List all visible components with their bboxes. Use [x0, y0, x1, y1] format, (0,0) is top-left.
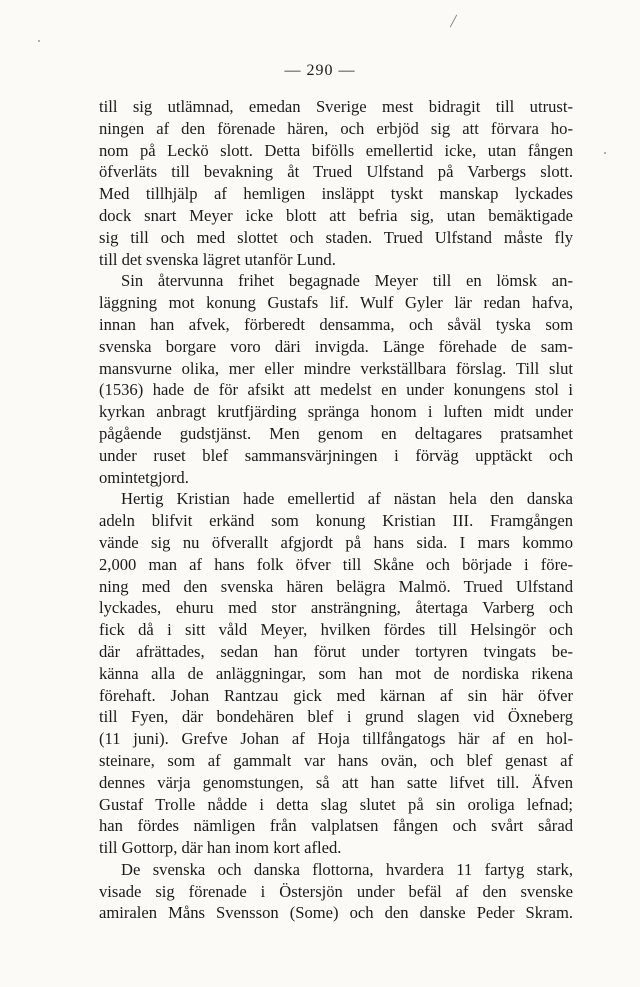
text-line: mansvurne olika, mer eller mindre verkställbara förslag. Till slut: [99, 358, 573, 378]
text-line: sig till och med slottet och staden. Trued Ulfstand måste fly: [99, 227, 573, 247]
text-line: De svenska och danska flottorna, hvardera 11 fartyg stark,: [121, 859, 573, 879]
body-text: [99, 96, 573, 924]
text-line: pågående gudstjänst. Men genom en deltagares pratsamhet: [99, 423, 573, 443]
text-line: lyckades, ehuru med stor ansträngning, återtaga Varberg och: [99, 598, 573, 618]
text-line: till det svenska lägret utanför Lund.: [99, 249, 336, 269]
text-line: dock snart Meyer icke blott att befria sig, utan bemäktigade: [99, 205, 573, 225]
text-line: adeln blifvit erkänd som konung Kristian III. Framgången: [99, 511, 573, 531]
text-line: Med tillhjälp af hemligen insläppt tyskt manskap lyckades: [99, 184, 573, 204]
text-line: vände sig nu öfverallt afgjordt på hans sida. I mars kommo: [99, 532, 573, 552]
text-line: svenska borgare voro däri invigda. Länge förehade de sam-: [99, 336, 573, 356]
text-line: omintetgjord.: [99, 467, 189, 487]
page-number: — 290 —: [284, 62, 356, 79]
text-line: förehaft. Johan Rantzau gick med kärnan af sin här öfver: [99, 685, 573, 705]
text-line: där afrättades, sedan han förut under tortyren tvingats be-: [99, 641, 573, 661]
text-line: Sin återvunna frihet begagnade Meyer till en lömsk an-: [121, 271, 573, 291]
text-line: han fördes nämligen från valplatsen fången och svårt sårad: [99, 816, 573, 836]
text-line: Hertig Kristian hade emellertid af nästan hela den danska: [121, 489, 573, 509]
text-line: känna alla de anläggningar, som han mot de nordiska rikena: [99, 663, 573, 683]
text-line: steinare, som af gammalt var hans ovän, och blef genast af: [99, 750, 573, 770]
text-line: läggning mot konung Gustafs lif. Wulf Gyler lär redan hafva,: [99, 293, 573, 313]
text-line: ningen af den förenade hären, och erbjöd sig att förvara ho-: [99, 118, 573, 138]
stray-pen-mark: [450, 15, 457, 28]
text-line: (11 juni). Grefve Johan af Hoja tillfångatogs här af en hol-: [99, 729, 573, 749]
text-line: 2,000 man af hans folk öfver till Skåne och började i före-: [99, 554, 573, 574]
text-line: nom på Leckö slott. Detta bifölls emellertid icke, utan fången: [99, 140, 573, 160]
text-line: amiralen Måns Svensson (Some) och den danske Peder Skram.: [99, 903, 573, 923]
text-line: innan han afvek, förberedt densamma, och såväl tyska som: [99, 314, 573, 334]
text-line: till Gottorp, där han inom kort afled.: [99, 838, 342, 858]
text-line: till Fyen, där bondehären blef i grund slagen vid Öxneberg: [99, 707, 573, 727]
text-line: ning med den svenska hären belägra Malmö. Trued Ulfstand: [99, 576, 573, 596]
text-line: öfverläts till bevakning åt Trued Ulfstand på Varbergs slott.: [99, 162, 573, 182]
text-line: under ruset blef sammansvärjningen i förväg upptäckt och: [99, 445, 573, 465]
text-line: fick då i sitt våld Meyer, hvilken fördes till Helsingör och: [99, 620, 573, 640]
text-line: Gustaf Trolle nådde i detta slag slutet på sin oroliga lefnad;: [99, 794, 573, 814]
text-line: (1536) hade de för afsikt att medelst en under konungens stol i: [99, 380, 573, 400]
text-line: visade sig förenade i Östersjön under befäl af den svenske: [99, 881, 573, 901]
paper-speck: [604, 152, 606, 154]
text-line: kyrkan anbragt krutfjärding spränga honom i luften midt under: [99, 402, 573, 422]
paper-speck: [38, 40, 40, 42]
text-line: dennes värja genomstungen, så att han satte lifvet till. Äfven: [99, 772, 573, 792]
text-line: till sig utlämnad, emedan Sverige mest bidragit till utrust-: [99, 97, 573, 116]
